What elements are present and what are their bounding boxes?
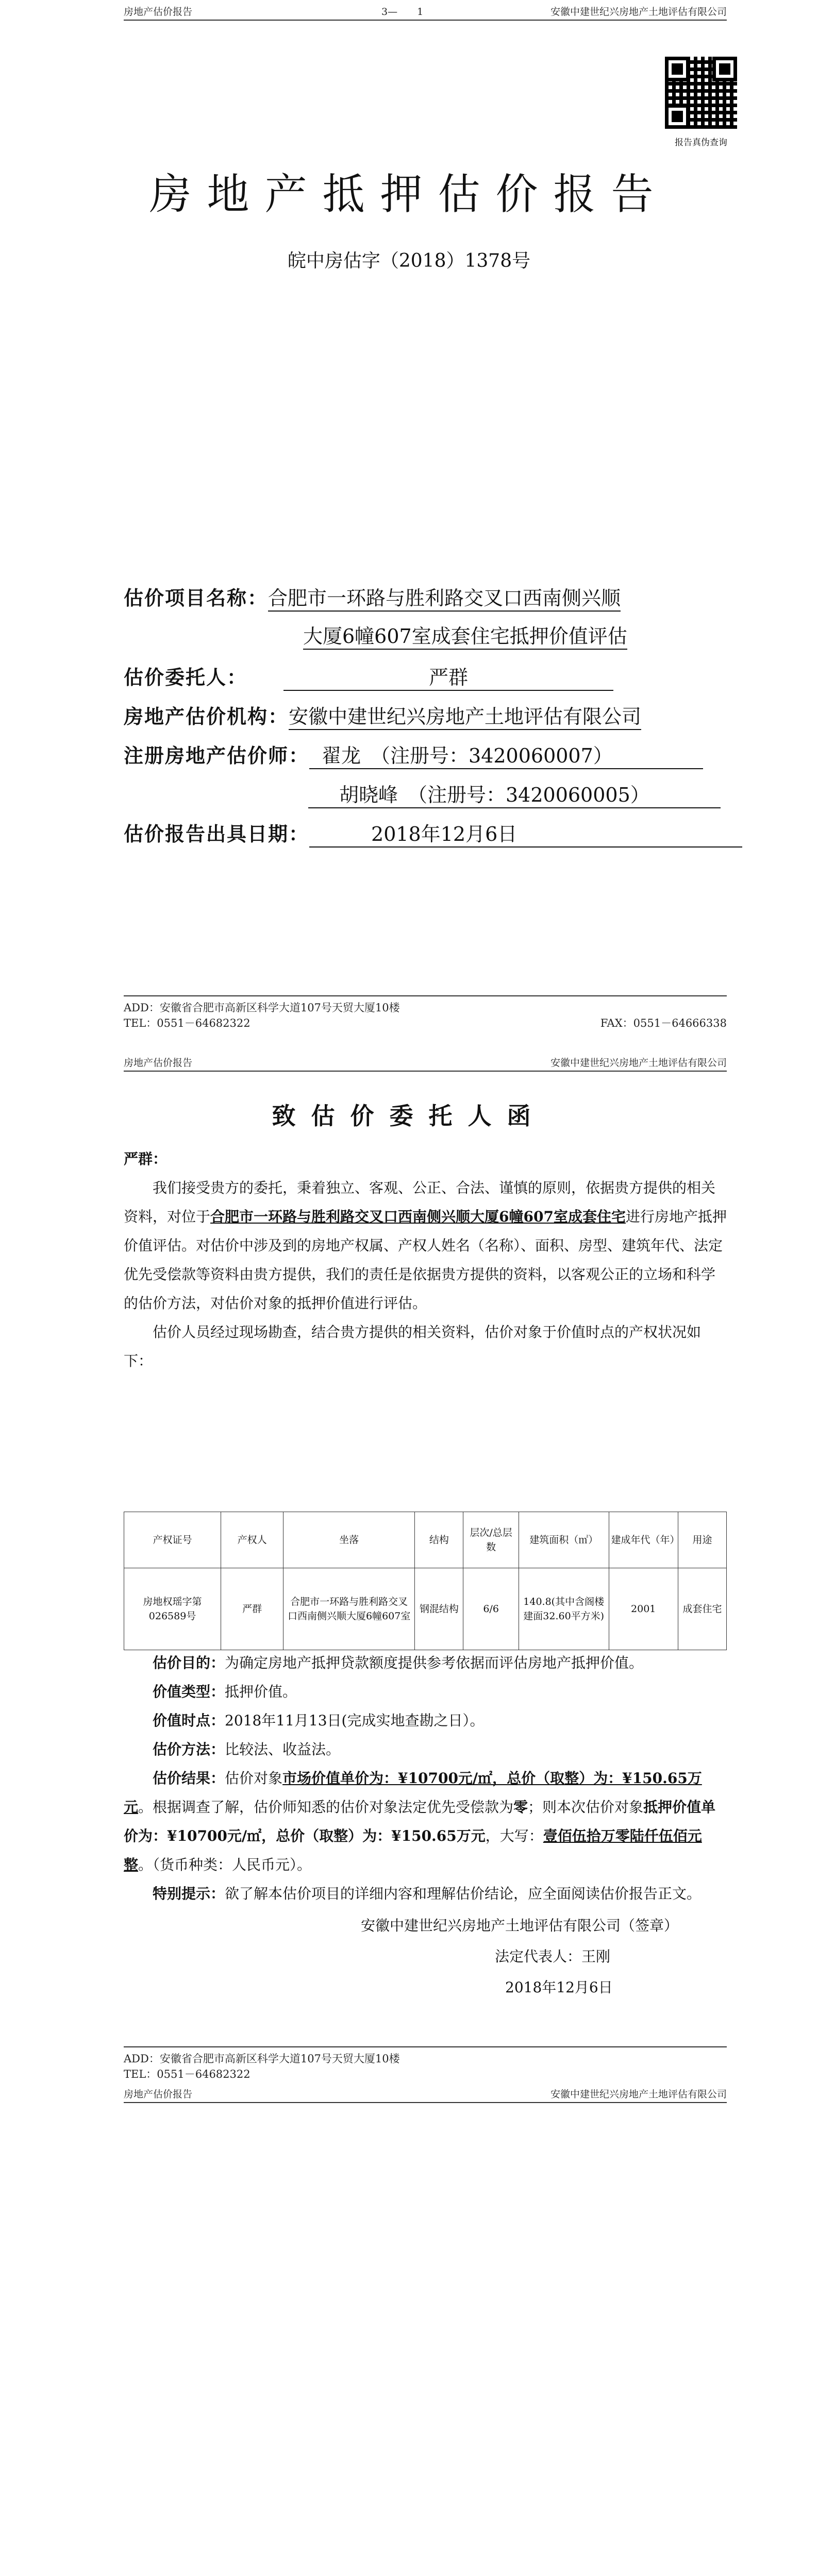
result-i: 。（货币种类：人民币元）。 [138,1856,312,1873]
document-number: 皖中房估字（2018）1378号 [287,250,531,272]
date-value: 2018年12月6日 [309,818,742,848]
sign-company: 安徽中建世纪兴房地产土地评估有限公司（签章） [361,1917,679,1934]
result-c: 。根据调查了解，估价师知悉的估价对象法定优先受偿款为 [138,1799,514,1816]
header-company: 安徽中建世纪兴房地产土地评估有限公司 [550,6,727,18]
result-a: 估价对象 [225,1770,283,1787]
purpose-label: 估价目的： [153,1654,225,1671]
footer-address: ADD：安徽省合肥市高新区科学大道107号天贸大厦10楼 [124,1002,400,1014]
note-value: 欲了解本估价项目的详细内容和理解估价结论，应全面阅读估价报告正文。 [225,1885,702,1902]
appraiser-label: 注册房地产估价师： [124,744,310,767]
result-g: ，大写： [485,1827,543,1844]
header-company-3: 安徽中建世纪兴房地产土地评估有限公司 [550,2089,727,2100]
th-area: 建筑面积（㎡） [519,1512,609,1568]
td-year: 2001 [609,1568,678,1650]
appraiser-1: 翟龙 （注册号：3420060007） [309,740,703,769]
result-market-value: 市场价值单价为：¥10700元/㎡，总价（取整）为：¥150.65万元 [124,1770,702,1816]
th-structure: 结构 [415,1512,463,1568]
td-use: 成套住宅 [678,1568,726,1650]
sign-representative: 法定代表人：王刚 [495,1948,611,1965]
agency-value: 安徽中建世纪兴房地产土地评估有限公司 [289,701,641,730]
footer-tel-2: TEL：0551－64682322 [124,2068,251,2080]
footer-address-2: ADD：安徽省合肥市高新区科学大道107号天贸大厦10楼 [124,2053,400,2065]
purpose-value: 为确定房地产抵押贷款额度提供参考依据而评估房地产抵押价值。 [225,1654,644,1671]
header-left-3: 房地产估价报告 [124,2089,193,2100]
result-priority: 零 [513,1799,528,1816]
client-label: 估价委托人： [124,666,248,689]
method-value: 比较法、收益法。 [225,1741,341,1758]
client-value: 严群 [283,662,613,691]
project-name-line1: 合肥市一环路与胜利路交叉口西南侧兴顺 [268,582,621,612]
sign-date: 2018年12月6日 [505,1979,613,1996]
letter-salutation: 严群： [124,1150,168,1167]
th-use: 用途 [678,1512,726,1568]
project-name-label: 估价项目名称： [124,587,269,609]
time-label: 价值时点： [153,1712,225,1729]
para1-property: 合肥市一环路与胜利路交叉口西南侧兴顺大厦6幢607室成套住宅 [210,1208,626,1225]
td-floors: 6/6 [463,1568,519,1650]
type-value: 抵押价值。 [225,1683,297,1700]
td-area: 140.8(其中含阁楼建面32.60平方米) [519,1568,609,1650]
date-label: 估价报告出具日期： [124,823,310,845]
qr-label: 报告真伪查询 [675,138,727,148]
th-cert: 产权证号 [124,1512,221,1568]
td-location: 合肥市一环路与胜利路交叉口西南侧兴顺大厦6幢607室 [283,1568,415,1650]
th-floors: 层次/总层数 [463,1512,519,1568]
agency-label: 房地产估价机构： [124,705,289,728]
page-header-3 [124,2087,727,2103]
header-left-2: 房地产估价报告 [124,1057,193,1069]
para1-c: 进行房地产抵押价值评估。对估价中涉及到的房地产权属、产权人姓名（名称）、面积、房型、建筑年代、法定优先受偿款等资料由贵方提供，我们的责任是依据贵方提供的资料，以客观公正的立场和科学的估价方法，对估价对象的抵押价值进行评估。 [124,1208,727,1312]
td-owner: 严群 [221,1568,283,1650]
td-structure: 钢混结构 [415,1568,463,1650]
th-location: 坐落 [283,1512,415,1568]
result-mortgage-value: 抵押价值单价为：¥10700元/㎡，总价（取整）为：¥150.65万元 [124,1799,716,1844]
appraiser-2: 胡晓峰 （注册号：3420060005） [308,779,721,808]
letter-title: 致估价委托人函 [272,1102,546,1130]
type-label: 价值类型： [153,1683,225,1700]
footer-fax: FAX：0551－64666338 [600,1017,727,1029]
footer-tel: TEL：0551－64682322 [124,1017,251,1029]
para1-a: 我们接受贵方的委托，秉着独立、客观、公正、合法、谨慎的原则，依据贵方提供的相关资料，对位于 [124,1179,716,1225]
result-label: 估价结果： [153,1770,225,1787]
report-title: 房地产抵押估价报告 [149,170,669,219]
project-name-line2: 大厦6幢607室成套住宅抵押价值评估 [303,620,627,650]
td-cert: 房地权瑶字第026589号 [124,1568,221,1650]
result-e: ；则本次估价对象 [528,1799,644,1816]
method-label: 估价方法： [153,1741,225,1758]
th-year: 建成年代（年） [609,1512,678,1568]
header-company-2: 安徽中建世纪兴房地产土地评估有限公司 [550,1057,727,1069]
header-page-number: 3— 1 [381,6,424,18]
result-amount-words: 壹佰伍拾万零陆仟伍佰元整 [124,1827,702,1873]
th-owner: 产权人 [221,1512,283,1568]
letter-para2: 估价人员经过现场勘查，结合贵方提供的相关资料，估价对象于价值时点的产权状况如下： [124,1324,702,1369]
header-left: 房地产估价报告 [124,6,193,18]
note-label: 特别提示： [153,1885,225,1902]
time-value: 2018年11月13日(完成实地查勘之日）。 [225,1712,485,1729]
